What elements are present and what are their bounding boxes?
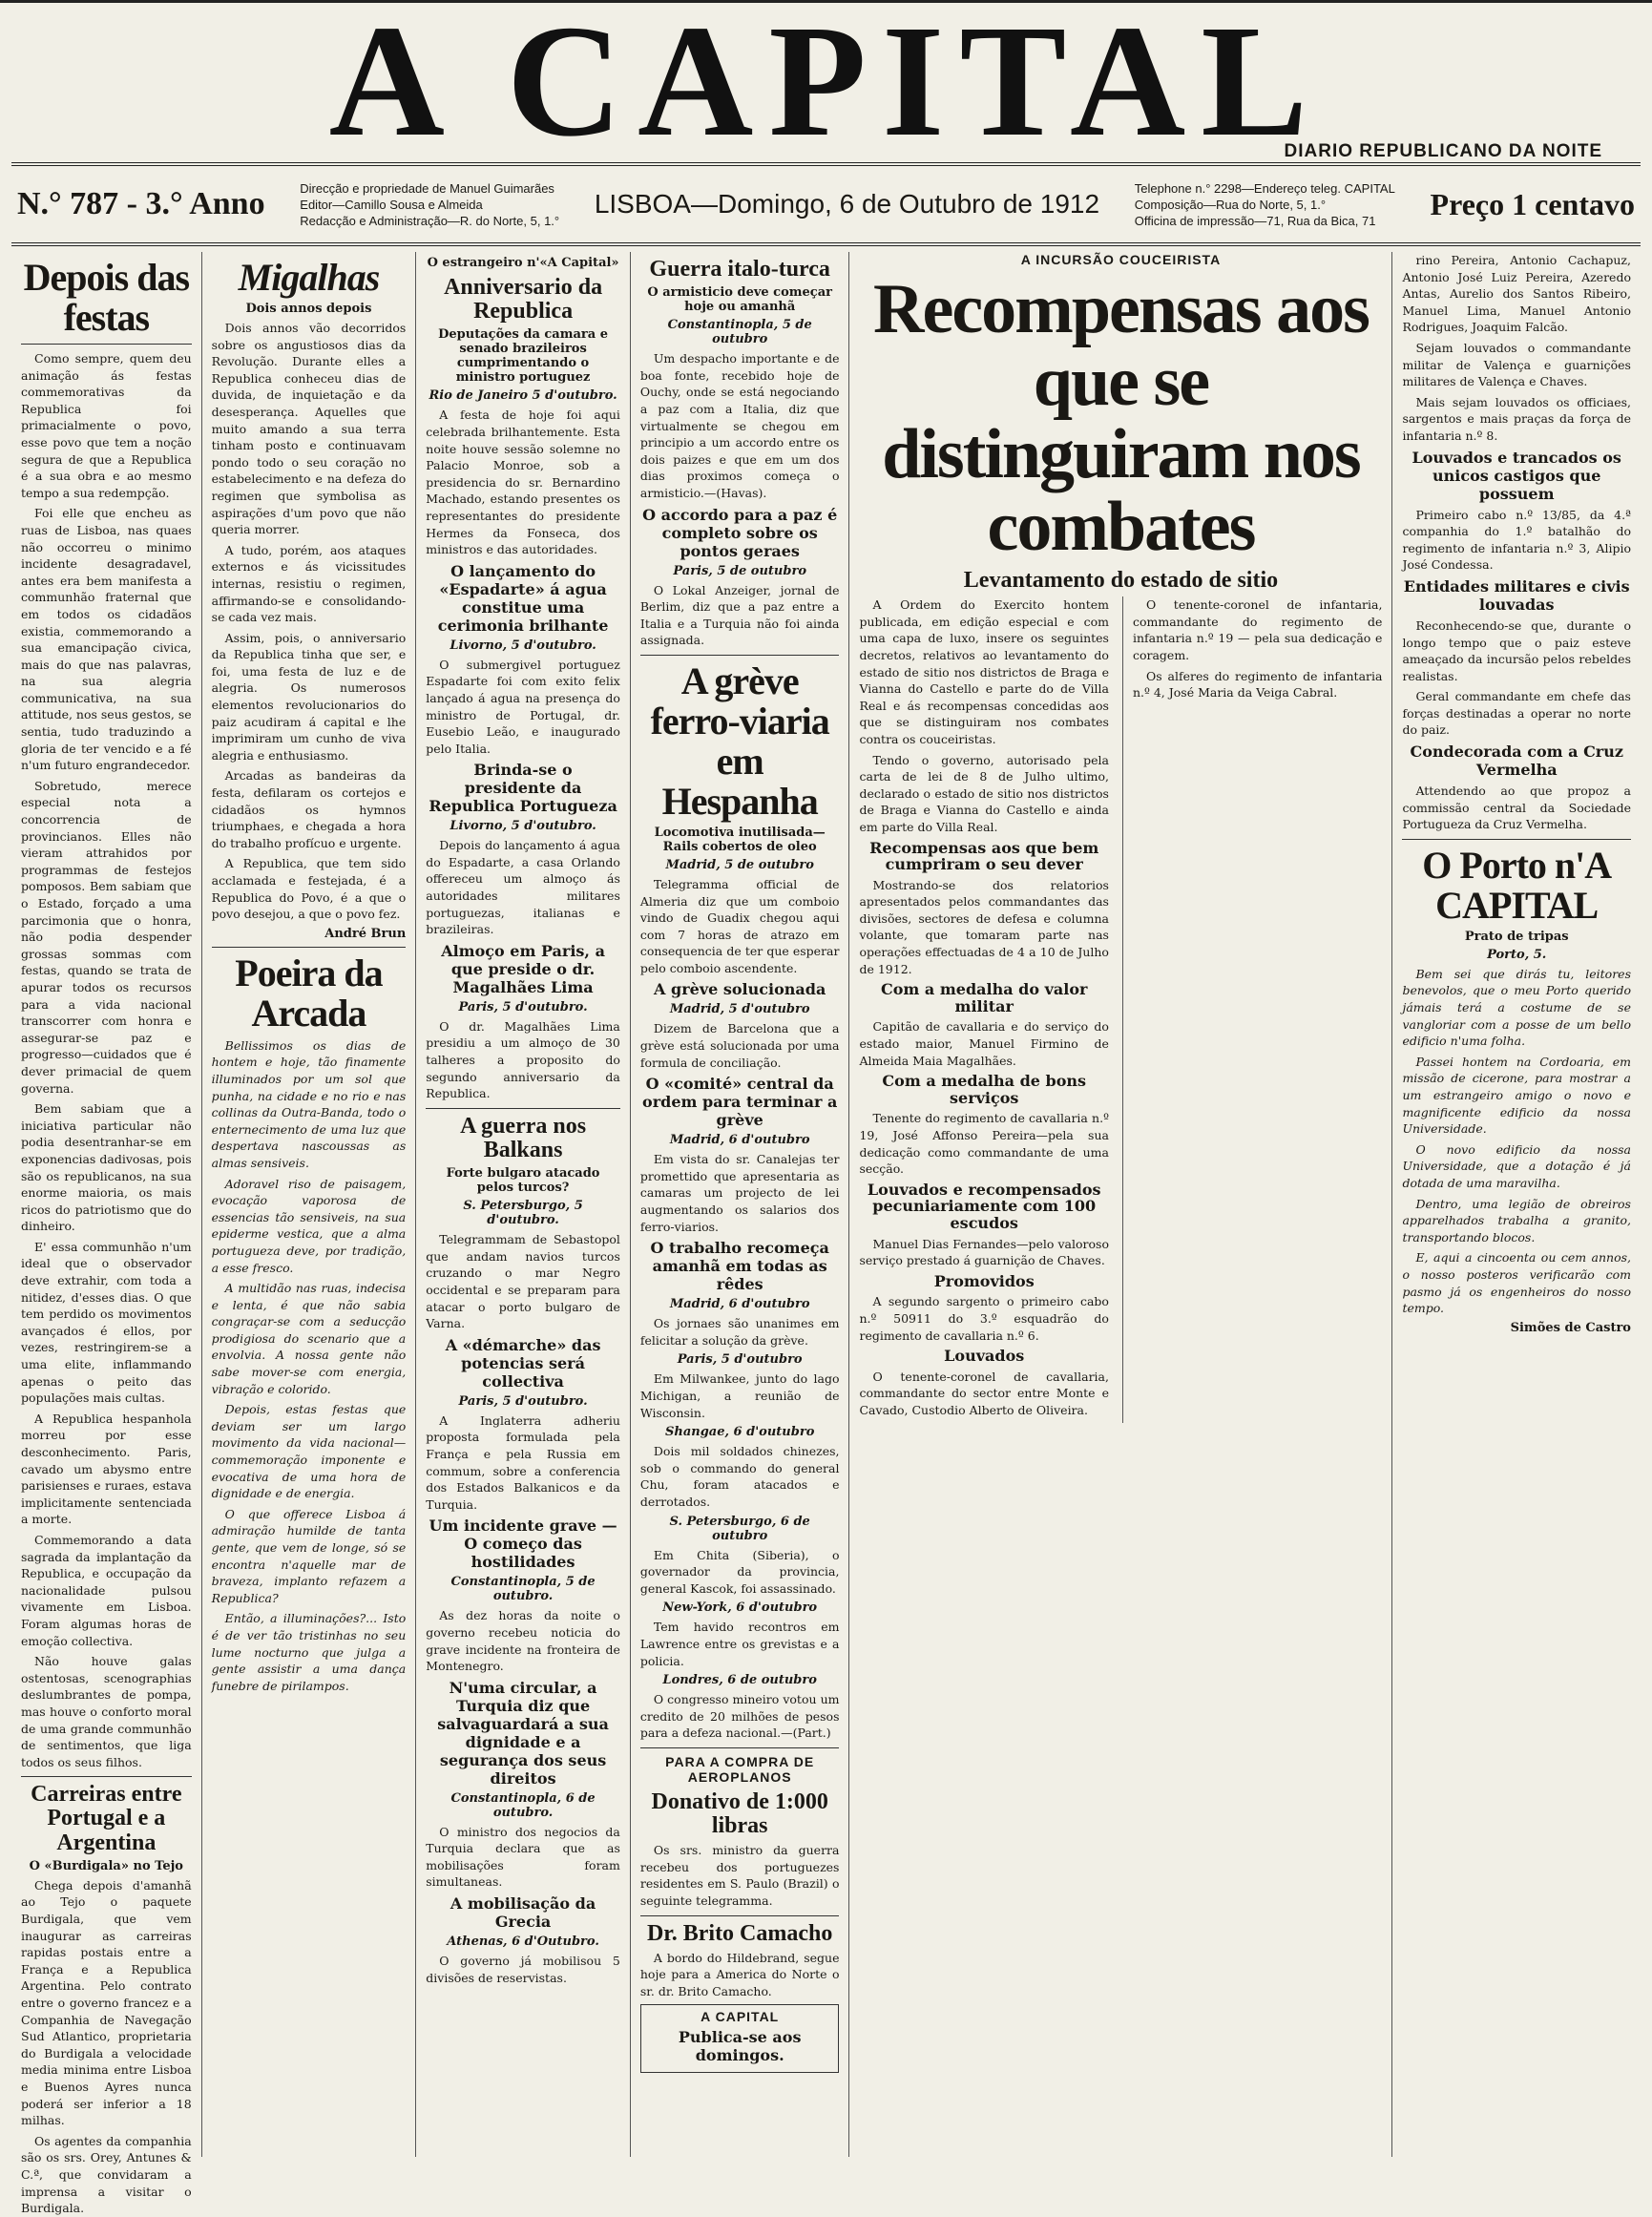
printing-line: Officina de impressão—71, Rua da Bica, 71 (1134, 213, 1376, 228)
promo-title: A CAPITAL (701, 2008, 780, 2024)
dateline: Paris, 5 d'outubro. (458, 999, 588, 1014)
article-headline: Anniversario da Republica (444, 275, 603, 324)
issue-number: N.° 787 - 3.° Anno (17, 186, 265, 221)
newspaper-tagline: DIARIO REPUBLICANO DA NOITE (1284, 141, 1602, 161)
dateline: Livorno, 5 d'outubro. (450, 638, 596, 653)
dateline: Constantinopla, 5 de outubro (667, 318, 812, 347)
article-deck: Levantamento do estado de sitio (963, 568, 1279, 593)
article-body (426, 1953, 620, 1986)
paragraph: A Inglaterra adheriu proposta formulada pela França e pela Russia em commum, sobre a conferencia dos Estados Balkanicos e da Turquia. (426, 1412, 620, 1512)
article-body (640, 1950, 840, 2000)
paragraph: Telegrammam de Sebastopol que andam navios turcos cruzando o mar Negro occidental e se preparam para atacar o porto bulgaro de Varna. (426, 1232, 620, 1331)
divider (426, 1108, 620, 1109)
paragraph: A bordo do Hildebrand, segue hoje para a America do Norte o sr. dr. Brito Camacho. (639, 1950, 840, 1999)
telephone-line: Telephone n.° 2298—Endereço teleg. CAPITAL (1134, 180, 1395, 196)
promo-box (640, 2004, 840, 2073)
article-body (640, 1547, 840, 1598)
article-body (640, 1315, 840, 1349)
article-body (426, 657, 620, 758)
paragraph: Bellissimos os dias de hontem e hoje, tão finamente illuminados por um sol que punha, na cidade e no rio e nas collinas da Outra-Banda, todo o enternecimento de uma luz que despertava nascoussas as almas sensiveis. (211, 1037, 407, 1170)
columns (11, 252, 1641, 2216)
article-body (1402, 507, 1631, 574)
paragraph: Em Milwankee, junto do lago Michigan, a reunião de Wisconsin. (639, 1371, 840, 1420)
article-subheadline: A mobilisação da Grecia (450, 1894, 596, 1932)
paragraph: Os alferes do regimento de infantaria n.º 4, José Maria da Veiga Cabral. (1132, 668, 1383, 701)
paragraph: Em Chita (Siberia), o governador da provincia, general Kascok, foi assassinado. (639, 1547, 840, 1596)
price: Preço 1 centavo (1430, 186, 1635, 221)
paragraph: Telegramma official de Almeria diz que um comboio vindo de Guadix chegou aqui com 7 horas de atrazo em consequencia de ter que esperar pelo comboio ascendente. (639, 876, 840, 975)
article-headline: Depois das festas (23, 256, 190, 339)
paragraph: E' essa communhão n'um ideal que o observador deve extrahir, com toda a nitidez, d'esses dias. O que tem perdido os movimentos avançados é ellos, por vezes, restringirem-se a uma elite, inflammando apenas o peito das populações mais cultas. (21, 1239, 192, 1406)
paragraph: Depois do lançamento á agua do Espadarte, a casa Orlando offereceu um almoço ás autoridades militares portuguezas, italianas e brazileiras. (426, 838, 620, 937)
paragraph: Como sempre, quem deu animação ás festas commemorativas da Republica foi primacialmente o povo, esse povo que tem a noção segura de que a Republica é a sua obra e ao mesmo tempo a sua redempção. (21, 351, 192, 500)
dateline: Londres, 6 de outubro (662, 1673, 817, 1688)
article-body (426, 837, 620, 938)
author-signature: Simões de Castro (1510, 1320, 1631, 1335)
article-subheadline: Louvados (944, 1347, 1025, 1366)
paragraph: Chega depois d'amanhã ao Tejo o paquete Burdigala, que vem inaugurar as carreiras rapidas postais entre a França e a Republica Argentina. Pelo contrato entre o governo francez e a Companhia de Navegação Sud Atlantico, proprietaria do Burdigala a velocidade media minima entre Lisboa e Buenos Ayres nunca poderá ser inferior a 18 milhas. (21, 1877, 192, 2128)
dateline: Madrid, 5 de outubro (665, 857, 814, 872)
dateline: LISBOA—Domingo, 6 de Outubro de 1912 (594, 189, 1100, 219)
article-subheadline: O trabalho recomeça amanhã em todas as rêdes (650, 1239, 829, 1294)
lead-body-column (1122, 596, 1382, 1422)
article-deck: Forte bulgaro atacado pelos turcos? (446, 1166, 600, 1196)
article-body (426, 1231, 620, 1332)
article-headline: Migalhas (238, 256, 380, 299)
paragraph: A tudo, porém, aos ataques externos e ás vicissitudes internas, resistiu o regimen, affirmando-se e consolidando-se cada vez mais. (211, 542, 407, 625)
article-subheadline: Brinda-se o presidente da Republica Portugueza (429, 761, 617, 816)
paragraph: Commemorando a data sagrada da implantação da Republica, e occupação da nacionalidade pulsou vivamente em Lisboa. Foram algumas horas de emoção collectiva. (21, 1532, 192, 1648)
paragraph: Geral commandante em chefe das forças destinadas a operar no norte do paiz. (1402, 689, 1631, 738)
dateline: New-York, 6 d'outubro (662, 1600, 818, 1616)
paragraph: A multidão nas ruas, indecisa e lenta, é que não sabia congraçar-se com a seducção prodigiosa do scenario que a envolvia. A nossa gente não sabe mover-se com energia, vibração e colorido. (211, 1281, 407, 1396)
article-headline: Donativo de 1:000 libras (651, 1788, 828, 1839)
paragraph: Os agentes da companhia são os srs. Orey, Antunes & C.ª, que convidaram a imprensa a visitar o Burdigala. (21, 2133, 192, 2216)
lead-body (859, 596, 1382, 1422)
article-subhead: Dois annos depois (245, 302, 372, 316)
article-headline: A guerra nos Balkans (460, 1113, 587, 1162)
paragraph: Sobretudo, merece especial nota a concorrencia de provincianos. Elles não vieram attrahidos por programmas de festejos pomposos. Bem sabiam que o Estado, forçado a uma parcimonia que o honra, não podia despender grossas sommas com festas, quando se trata de apurar todos os recursos para a vida nacional transcorrer com honra e assegurar-se paz e progresso—cuidados que é dever primacial de quem governa. (21, 778, 192, 1096)
article-body (640, 350, 840, 501)
paragraph: Os srs. ministro da guerra recebeu dos portuguezes residentes em S. Paulo (Brazil) o seguinte telegramma. (639, 1843, 840, 1909)
divider (640, 655, 840, 656)
masthead (11, 0, 1641, 170)
redaction-line: Redacção e Administração—R. do Norte, 5, 1.° (300, 213, 560, 228)
article-body (21, 350, 192, 1770)
paragraph: O tenente-coronel de cavallaria, commandante do sector entre Monte e Cavado, Custodio Alberto de Oliveira. (859, 1369, 1109, 1417)
paragraph: Adoravel riso de paisagem, evocação vaporosa de essencias tão sensiveis, na sua epiderme vestica, que a alma portugueza deve, por tradição, a esse fresco. (211, 1176, 407, 1275)
direction-line: Direcção e propriedade de Manuel Guimarães (300, 180, 554, 196)
divider (640, 1747, 840, 1748)
paragraph: O governo já mobilisou 5 divisões de reservistas. (426, 1954, 620, 1985)
article-body (640, 1020, 840, 1071)
composition-line: Composição—Rua do Norte, 5, 1.° (1134, 197, 1327, 212)
paragraph: A Republica hespanhola morreu por esse desconhecimento. Paris, cavado um abysmo entre parisienses e ruraes, estava implicitamente sentenciada a morte. (21, 1411, 192, 1527)
article-subheadline: Promovidos (933, 1271, 1035, 1290)
article-body (640, 1370, 840, 1421)
article-headline: Carreiras entre Portugal e a Argentina (31, 1782, 182, 1855)
article-subheadline: O accordo para a paz é completo sobre os pontos geraes (642, 505, 838, 560)
article-body (426, 407, 620, 557)
article-subheadline: A grève solucionada (654, 980, 826, 999)
paragraph: O ministro dos negocios da Turquia declara que as mobilisações foram simultaneas. (426, 1824, 620, 1890)
contact-info (1135, 180, 1395, 229)
article-body (426, 1018, 620, 1102)
dateline: S. Petersburgo, 5 d'outubro. (463, 1199, 583, 1228)
paragraph: Dentro, uma legião de obreiros apparelhados trabalha a granito, transportando blocos. (1402, 1196, 1631, 1244)
paragraph: Passei hontem na Cordoaria, em missão de cicerone, para mostrar a um estrangeiro amigo o novo e magnificente edificio da nossa Universidade. (1402, 1054, 1631, 1137)
paragraph: O submergivel portuguez Espadarte foi com exito felix lançado á agua na presença do ministro de Portugal, dr. Eusebio Leão, e inaugurado pelo Italia. (426, 657, 620, 756)
paragraph: Depois, estas festas que deviam ser um largo movimento da vida nacional—commemoração imponente e evocativa de uma hora de dignidade e de energia. (211, 1402, 407, 1501)
paragraph: O novo edificio da nossa Universidade, que a dotação é já dotada de uma maravilha. (1402, 1141, 1631, 1190)
paragraph: Bem sei que dirás tu, leitores benevolos, que o meu Porto querido jámais terá a costume de se vangloriar com a posse de um bello edificio n'uma folha. (1402, 966, 1631, 1049)
article-subhead: Prato de tripas (1464, 929, 1569, 944)
paragraph: Manuel Dias Fernandes—pelo valoroso serviço prestado á guarnição de Chaves. (859, 1236, 1109, 1268)
info-bar (11, 162, 1641, 246)
article-body (640, 1691, 840, 1742)
lead-headline: Recompensas aos que se distinguiram nos combates (873, 270, 1369, 566)
article-subheadline: Com a medalha do valor militar (881, 980, 1088, 1015)
paragraph: Primeiro cabo n.º 13/85, da 4.ª companhia do 1.º batalhão do regimento de infantaria n.º 3, Alipio José Condessa. (1402, 507, 1631, 573)
paragraph: Dois mil soldados chinezes, sob o commando do general Chu, foram atacados e derrotados. (639, 1444, 840, 1509)
paragraph: Assim, pois, o anniversario da Republica tinha que ser, e foi, uma festa de luz e de alegria. Os numerosos elementos revolucionarios do paiz acudiram á capital e lhe imprimiram um cunho de viva alegria e enthusiasmo. (211, 630, 407, 763)
article-deck: Locomotiva inutilisada—Rails cobertos de oleo (654, 825, 826, 854)
divider (212, 947, 407, 948)
editor-line: Editor—Camillo Sousa e Almeida (300, 197, 483, 212)
article-body (426, 1607, 620, 1674)
dateline: Athenas, 6 d'Outubro. (447, 1935, 599, 1950)
divider (1402, 839, 1631, 840)
paragraph: Não houve galas ostentosas, scenographias deslumbrantes de pompa, mas houve o conforto moral de uma grande communhão de sentimentos, que liga todos os seus filhos. (21, 1654, 192, 1769)
paragraph: A Republica, que tem sido acclamada e festejada, é a Republica do Povo, é a que o povo desejou, a que o povo fez. (211, 856, 407, 922)
dateline: Shangae, 6 d'outubro (664, 1425, 815, 1440)
paragraph: A festa de hoje foi aqui celebrada brilhantemente. Esta noite houve sessão solemne no Palacio Monroe, sob a presidencia do sr. Bernardino Machado, estando presentes os representantes do presidente Hermes da Fonseca, dos ministros e das autoridades. (426, 408, 620, 557)
paragraph: Um despacho importante e de boa fonte, recebido hoje de Ouchy, onde se está negociando a paz com a Italia, diz que virtualmente se chegou em principio a um accordo entre os dois paizes e que em um dos dias proximos começa o armisticio.—(Havas). (639, 351, 840, 500)
column-2 (202, 252, 417, 2157)
dateline: Livorno, 5 d'outubro. (450, 819, 596, 834)
article-subheadline: Um incidente grave — O começo das hostilidades (429, 1516, 617, 1572)
article-subheadline: N'uma circular, a Turquia diz que salvaguardará a sua dignidade e a segurança dos seus direitos (437, 1678, 609, 1788)
divider (21, 344, 192, 345)
dateline: Madrid, 5 d'outubro (669, 1002, 810, 1017)
paragraph: Então, a illuminações?... Isto é de ver tão tristinhas no seu lume nocturno que julga a gente assistir a uma dança funebre de pirilampos. (211, 1611, 407, 1693)
paragraph: Os jornaes são unanimes em felicitar a solução da grève. (639, 1316, 840, 1348)
article-body (426, 1412, 620, 1514)
article-headline: Dr. Brito Camacho (646, 1920, 833, 1946)
dateline: Paris, 5 d'outubro (677, 1352, 803, 1368)
article-body (212, 1037, 407, 1695)
promo-text: Publica-se aos domingos. (678, 2027, 802, 2064)
dateline: Madrid, 6 d'outubro (669, 1133, 810, 1148)
paragraph: Attendendo ao que propoz a commissão central da Sociedade Portugueza da Cruz Vermelha. (1402, 784, 1631, 832)
paragraph: Em vista do sr. Canalejas ter promettido que apresentaria as camaras um projecto de lei augmentando os salarios dos ferro-viarios. (639, 1152, 840, 1234)
article-subheadline: O lançamento do «Espadarte» á agua constitue uma cerimonia brilhante (437, 561, 609, 635)
dateline: Constantinopla, 5 de outubro. (450, 1575, 596, 1604)
article-subheadline: Louvados e trancados os unicos castigos que possuem (1412, 448, 1621, 503)
paragraph: Mostrando-se dos relatorios apresentados pelos commandantes das divisões, sectores de defesa e columna volante, que tomaram parte nas operações effectuadas de 4 a 10 de Julho de 1912. (859, 877, 1109, 976)
paragraph: Sejam louvados o commandante militar de Valença e guarnições militares de Valença e Chaves. (1402, 340, 1631, 389)
article-body (1402, 617, 1631, 739)
paragraph: Reconhecendo-se que, durante o longo tempo que o paiz esteve ameaçado da incursão pelos rebeldes realistas. (1402, 617, 1631, 683)
article-subheadline: Louvados e recompensados pecuniariamente com 100 escudos (867, 1180, 1101, 1232)
article-body (640, 1619, 840, 1669)
article-subheadline: Com a medalha de bons serviços (882, 1072, 1087, 1107)
divider (21, 1776, 192, 1777)
lead-body-column (859, 596, 1108, 1422)
paragraph: Foi elle que encheu as ruas de Lisboa, nas quaes não occorreu o minimo incidente desagradavel, antes era bem manifesta a communhão fraternal que em todos os cidadãos existia, commemorando a sua emancipação civica, mais do que nas palavras, na sua alegria communicativa, na sua attitude, nos seus gestos, se sentia, tudo traduzindo a gloria de ter vencido e a fé n'um futuro engrandecedor. (21, 506, 192, 773)
article-body (640, 1151, 840, 1235)
dateline: Porto, 5. (1487, 947, 1547, 962)
newspaper-title: A CAPITAL (328, 0, 1324, 170)
article-body (640, 582, 840, 649)
article-subheadline: Condecorada com a Cruz Vermelha (1410, 742, 1623, 780)
paragraph: O Lokal Anzeiger, jornal de Berlim, diz que a paz entre a Italia e a Turquia não foi ainda assignada. (639, 582, 840, 648)
paragraph: Tenente do regimento de cavallaria n.º 19, José Affonso Pereira—pela sua dedicação como commandante de uma secção. (859, 1111, 1109, 1177)
article-deck: Deputações da camara e senado brazileiros cumprimentando o ministro portuguez (438, 327, 608, 386)
article-body (1402, 966, 1631, 1317)
dateline: Rio de Janeiro 5 d'outubro. (429, 388, 617, 404)
paragraph: A Ordem do Exercito hontem publicada, em edição especial e com uma capa de luxo, insere os seguintes decretos, relativos ao levantamento do estado de sitio nos districtos de Braga e Vianna do Castello e parte do de Villa Real e ás recompensas concedidas aos que se distinguiram nos combates contra os couceiristas. (859, 597, 1109, 746)
article-subheadline: Almoço em Paris, a que preside o dr. Magalhães Lima (441, 941, 605, 996)
article-body (640, 1443, 840, 1510)
paragraph: O congresso mineiro votou um credito de 20 milhões de pesos para a defeza nacional.—(Part.) (639, 1692, 840, 1741)
article-body (212, 320, 407, 923)
paragraph: E, aqui a cincoenta ou cem annos, o nosso posteros verificarão com pasmo já os engenheiros do nosso tempo. (1402, 1250, 1631, 1316)
article-body (1402, 783, 1631, 833)
article-headline: Poeira da Arcada (235, 951, 383, 1035)
dateline: Paris, 5 d'outubro. (458, 1393, 588, 1409)
dateline: S. Petersburgo, 6 de outubro (669, 1514, 810, 1543)
section-kicker: O estrangeiro n'«A Capital» (427, 256, 619, 270)
article-subheadline: A «démarche» das potencias será collectiva (445, 1335, 601, 1391)
paragraph: O dr. Magalhães Lima presidiu a um almoço de 30 talheres a proposito do segundo anniversario da Republica. (426, 1018, 620, 1101)
article-body (640, 876, 840, 977)
paragraph: Tendo o governo, autorisado pela carta de lei de 8 de Julho ultimo, declarado o estado de sitio nos districtos de Braga e Vianna do Castello e ainda em parte do Villa Real. (859, 752, 1109, 834)
column-5 (849, 252, 1392, 2157)
dateline: Madrid, 6 d'outubro (669, 1297, 810, 1312)
paragraph: Mais sejam louvados os officiaes, sargentos e mais praças da força de infantaria n.º 8. (1402, 394, 1631, 443)
article-subheadline: O «comité» central da ordem para terminar a grève (642, 1075, 838, 1130)
article-deck: O armisticio deve começar hoje ou amanhã (647, 285, 832, 315)
paragraph: Tem havido recontros em Lawrence entre os grevistas e a policia. (639, 1620, 840, 1668)
article-headline: O Porto n'A CAPITAL (1422, 843, 1612, 927)
column-6 (1392, 252, 1641, 2157)
paragraph: A segundo sargento o primeiro cabo n.º 50911 do 3.º esquadrão do regimento de cavallaria n.º 6. (859, 1294, 1109, 1343)
divider (640, 1915, 840, 1916)
article-headline: A grève ferro-viaria em Hespanha (650, 659, 829, 823)
dateline: Paris, 5 de outubro (673, 563, 806, 578)
column-4 (631, 252, 850, 2157)
paragraph: Bem sabiam que a iniciativa particular não podia desentranhar-se em exponencias dadivosas, pois são os republicanos, na sua enorme maioria, os mais ricos do patriotismo que do dinheiro. (21, 1101, 192, 1234)
paragraph: Dois annos vão decorridos sobre os angustiosos dias da Revolução. Durante elles a Republica conheceu dias de duvida, de inquietação e da desesperança. Aquelles que muito amando a sua terra tinham posto e continuavam pondo todo o seu coração no estabelecimento e na defeza do regimen que symbolisa as aspirações d'um povo que não queria morrer. (211, 321, 407, 537)
article-body (426, 1824, 620, 1891)
paragraph: Dizem de Barcelona que a grève está solucionada por uma formula de conciliação. (639, 1021, 840, 1070)
dateline: Constantinopla, 6 de outubro. (450, 1790, 596, 1820)
article-body (1402, 252, 1631, 445)
article-subhead: O «Burdigala» no Tejo (29, 1858, 183, 1873)
article-body (640, 1842, 840, 1909)
paragraph: O que offerece Lisboa á admiração humilde de tanta gente, que vem de longe, só se encontra n'aquelle mar de braveza, implanto refazem a Republica? (211, 1506, 407, 1605)
author-signature: André Brun (324, 926, 407, 941)
article-body (21, 1877, 192, 2217)
section-label: PARA A COMPRA DE AEROPLANOS (665, 1753, 815, 1785)
paragraph: As dez horas da noite o governo recebeu noticia do grave incidente na fronteira de Montenegro. (426, 1608, 620, 1674)
section-kicker: A INCURSÃO COUCEIRISTA (1020, 252, 1222, 267)
article-subheadline: Recompensas aos que bem cumpriram o seu dever (869, 838, 1099, 874)
editorial-info (300, 180, 559, 229)
paragraph: rino Pereira, Antonio Cachapuz, Antonio José Luiz Pereira, Azeredo Antas, Aurelio dos Santos Ribeiro, Manuel Lima, Manuel Antonio Rodrigues, Joaquim Falcão. (1402, 253, 1631, 335)
paragraph: Arcadas as bandeiras da festa, defilaram os cortejos e cidadãos os hymnos triumphaes, e chegada a hora do trabalho profícuo e urgente. (211, 768, 407, 850)
paragraph: O tenente-coronel de infantaria, commandante do regimento de infantaria n.º 19 — pela sua dedicação e coragem. (1132, 597, 1383, 662)
article-subheadline: Entidades militares e civis louvadas (1403, 576, 1630, 614)
column-1 (11, 252, 202, 2216)
article-headline: Guerra italo-turca (649, 257, 830, 282)
paragraph: Capitão de cavallaria e do serviço do estado maior, Manuel Firmino de Almeida Maia Magalhães. (859, 1019, 1109, 1068)
column-3 (416, 252, 631, 2157)
